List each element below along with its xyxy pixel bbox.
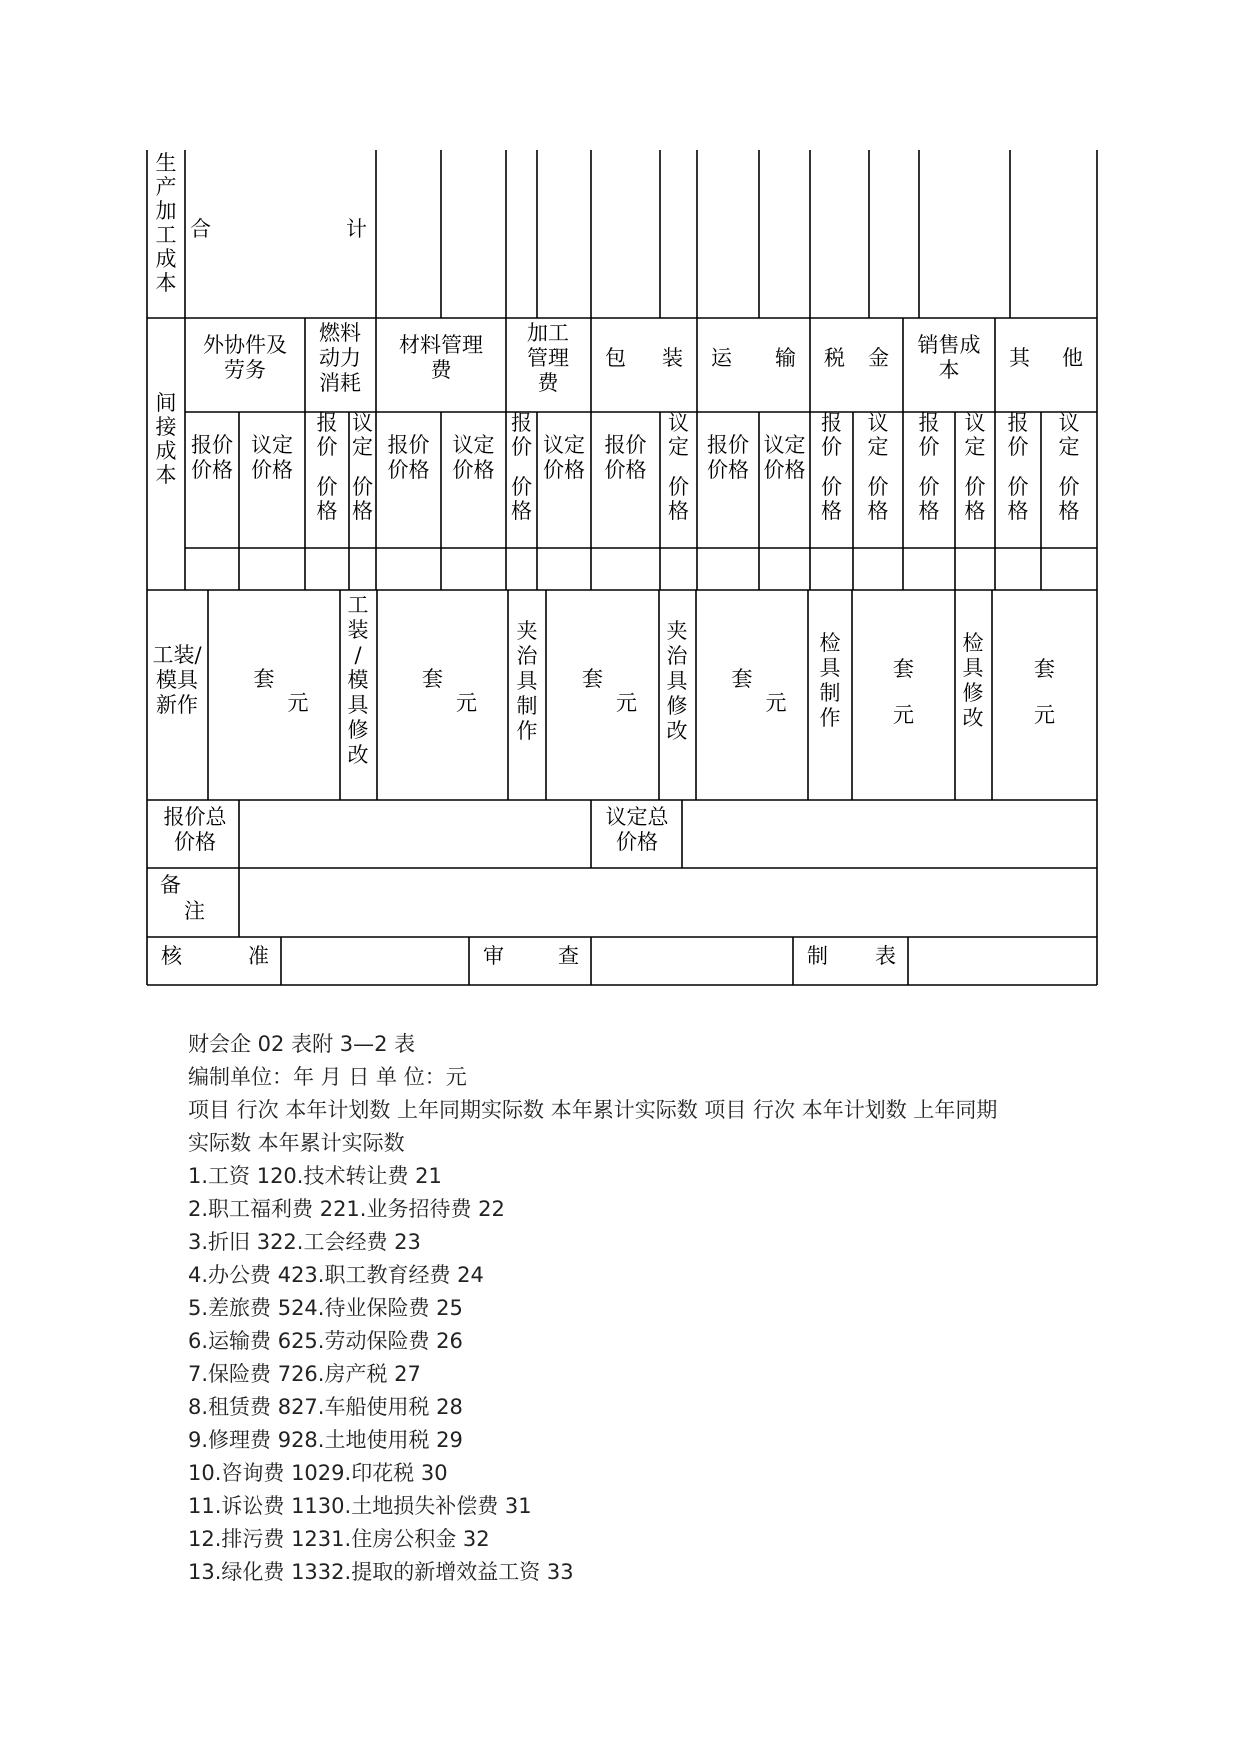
tooling-item-2: 夹治具制作	[516, 619, 538, 743]
prepared-by-label-b: 表	[875, 944, 896, 968]
note-line: 8.租赁费 827.车船使用税 28	[188, 1395, 463, 1419]
remarks-label-b: 注	[184, 899, 205, 923]
price-label-wide-1: 议定价格	[251, 433, 293, 482]
note-line: 6.运输费 625.劳动保险费 26	[188, 1329, 463, 1353]
total-right-label: 计	[346, 217, 367, 241]
review-label-a: 审	[483, 944, 504, 968]
price-label-narrow-5: 议定价格	[867, 411, 889, 523]
group-header-3: 加工管理费	[527, 321, 569, 395]
note-line: 11.诉讼费 1130.土地损失补偿费 31	[188, 1494, 532, 1518]
group-header-1: 燃料动力消耗	[319, 321, 361, 395]
price-label-narrow-9: 议定价格	[1058, 411, 1080, 523]
notes-block	[188, 1028, 1088, 1589]
price-label-wide-6: 报价价格	[707, 433, 749, 482]
unit-set-1: 套	[422, 667, 443, 691]
price-label-wide-3: 议定价格	[452, 433, 495, 482]
note-line: 3.折旧 322.工会经费 23	[188, 1230, 421, 1254]
group-header-8-a: 其	[1009, 346, 1030, 370]
tooling-item-4: 检具制作	[819, 631, 841, 730]
total-left-label: 合	[190, 217, 211, 241]
unit-yuan-5: 元	[1034, 703, 1055, 727]
note-line: 4.办公费 423.职工教育经费 24	[188, 1263, 484, 1287]
unit-set-4: 套	[893, 657, 914, 681]
note-line: 财会企 02 表附 3—2 表	[188, 1032, 416, 1056]
price-label-narrow-1: 议定价格	[352, 411, 373, 523]
note-line: 7.保险费 726.房产税 27	[188, 1362, 421, 1386]
price-label-narrow-2: 报价价格	[511, 411, 532, 523]
tooling-item-0: 工装/模具新作	[152, 643, 202, 717]
tooling-item-1: 工装/模具修改	[347, 593, 369, 767]
agreed-total-label: 议定总价格	[605, 805, 669, 854]
group-header-0: 外协件及劳务	[203, 333, 287, 382]
group-header-6-b: 金	[868, 346, 889, 370]
table-text	[152, 151, 1083, 968]
note-line: 1.工资 120.技术转让费 21	[188, 1164, 442, 1188]
note-line: 12.排污费 1231.住房公积金 32	[188, 1527, 490, 1551]
approve-label-b: 准	[248, 944, 269, 968]
table-grid	[147, 150, 1097, 985]
review-label-b: 查	[558, 944, 579, 968]
group-header-7: 销售成本	[917, 333, 981, 382]
note-line: 5.差旅费 524.待业保险费 25	[188, 1296, 463, 1320]
note-line: 2.职工福利费 221.业务招待费 22	[188, 1197, 505, 1221]
price-label-wide-5: 报价价格	[604, 433, 647, 482]
unit-yuan-0: 元	[287, 691, 309, 715]
note-line: 实际数 本年累计实际数	[188, 1131, 405, 1155]
unit-set-3: 套	[731, 667, 753, 691]
group-header-8-b: 他	[1062, 346, 1083, 370]
approve-label-a: 核	[161, 944, 182, 968]
note-line: 项目 行次 本年计划数 上年同期实际数 本年累计实际数 项目 行次 本年计划数 上年同期	[188, 1098, 998, 1122]
price-label-wide-2: 报价价格	[387, 433, 430, 482]
indirect-cost-label: 间接成本	[155, 391, 177, 487]
tooling-item-3: 夹治具修改	[666, 619, 688, 743]
group-header-2: 材料管理费	[399, 333, 483, 382]
group-header-4-b: 装	[662, 346, 683, 370]
unit-yuan-3: 元	[765, 691, 787, 715]
unit-yuan-4: 元	[893, 703, 914, 727]
unit-set-0: 套	[253, 667, 275, 691]
remarks-label-a: 备	[160, 873, 181, 897]
prepared-by-label-a: 制	[807, 944, 828, 968]
price-label-wide-4: 议定价格	[543, 433, 585, 482]
note-line: 编制单位：年 月 日 单 位：元	[188, 1065, 467, 1089]
quote-total-label: 报价总价格	[163, 805, 227, 854]
group-header-5-a: 运	[711, 346, 732, 370]
price-label-narrow-6: 报价价格	[918, 411, 940, 523]
group-header-4-a: 包	[605, 346, 626, 370]
tooling-item-5: 检具修改	[962, 631, 984, 730]
unit-yuan-2: 元	[616, 691, 637, 715]
unit-set-2: 套	[582, 667, 603, 691]
price-label-wide-0: 报价价格	[191, 433, 233, 482]
note-line: 10.咨询费 1029.印花税 30	[188, 1461, 448, 1485]
price-label-narrow-0: 报价价格	[316, 411, 338, 523]
price-label-narrow-4: 报价价格	[821, 411, 842, 523]
price-label-narrow-3: 议定价格	[668, 411, 689, 523]
unit-yuan-1: 元	[456, 691, 477, 715]
group-header-5-b: 输	[775, 346, 796, 370]
group-header-6-a: 税	[824, 346, 845, 370]
price-label-narrow-8: 报价价格	[1007, 411, 1029, 523]
price-label-narrow-7: 议定价格	[964, 411, 986, 523]
price-label-wide-7: 议定价格	[763, 433, 806, 482]
unit-set-5: 套	[1034, 657, 1055, 681]
note-line: 13.绿化费 1332.提取的新增效益工资 33	[188, 1560, 574, 1584]
note-line: 9.修理费 928.土地使用税 29	[188, 1428, 463, 1452]
production-cost-label: 生产加工成本	[155, 151, 177, 295]
